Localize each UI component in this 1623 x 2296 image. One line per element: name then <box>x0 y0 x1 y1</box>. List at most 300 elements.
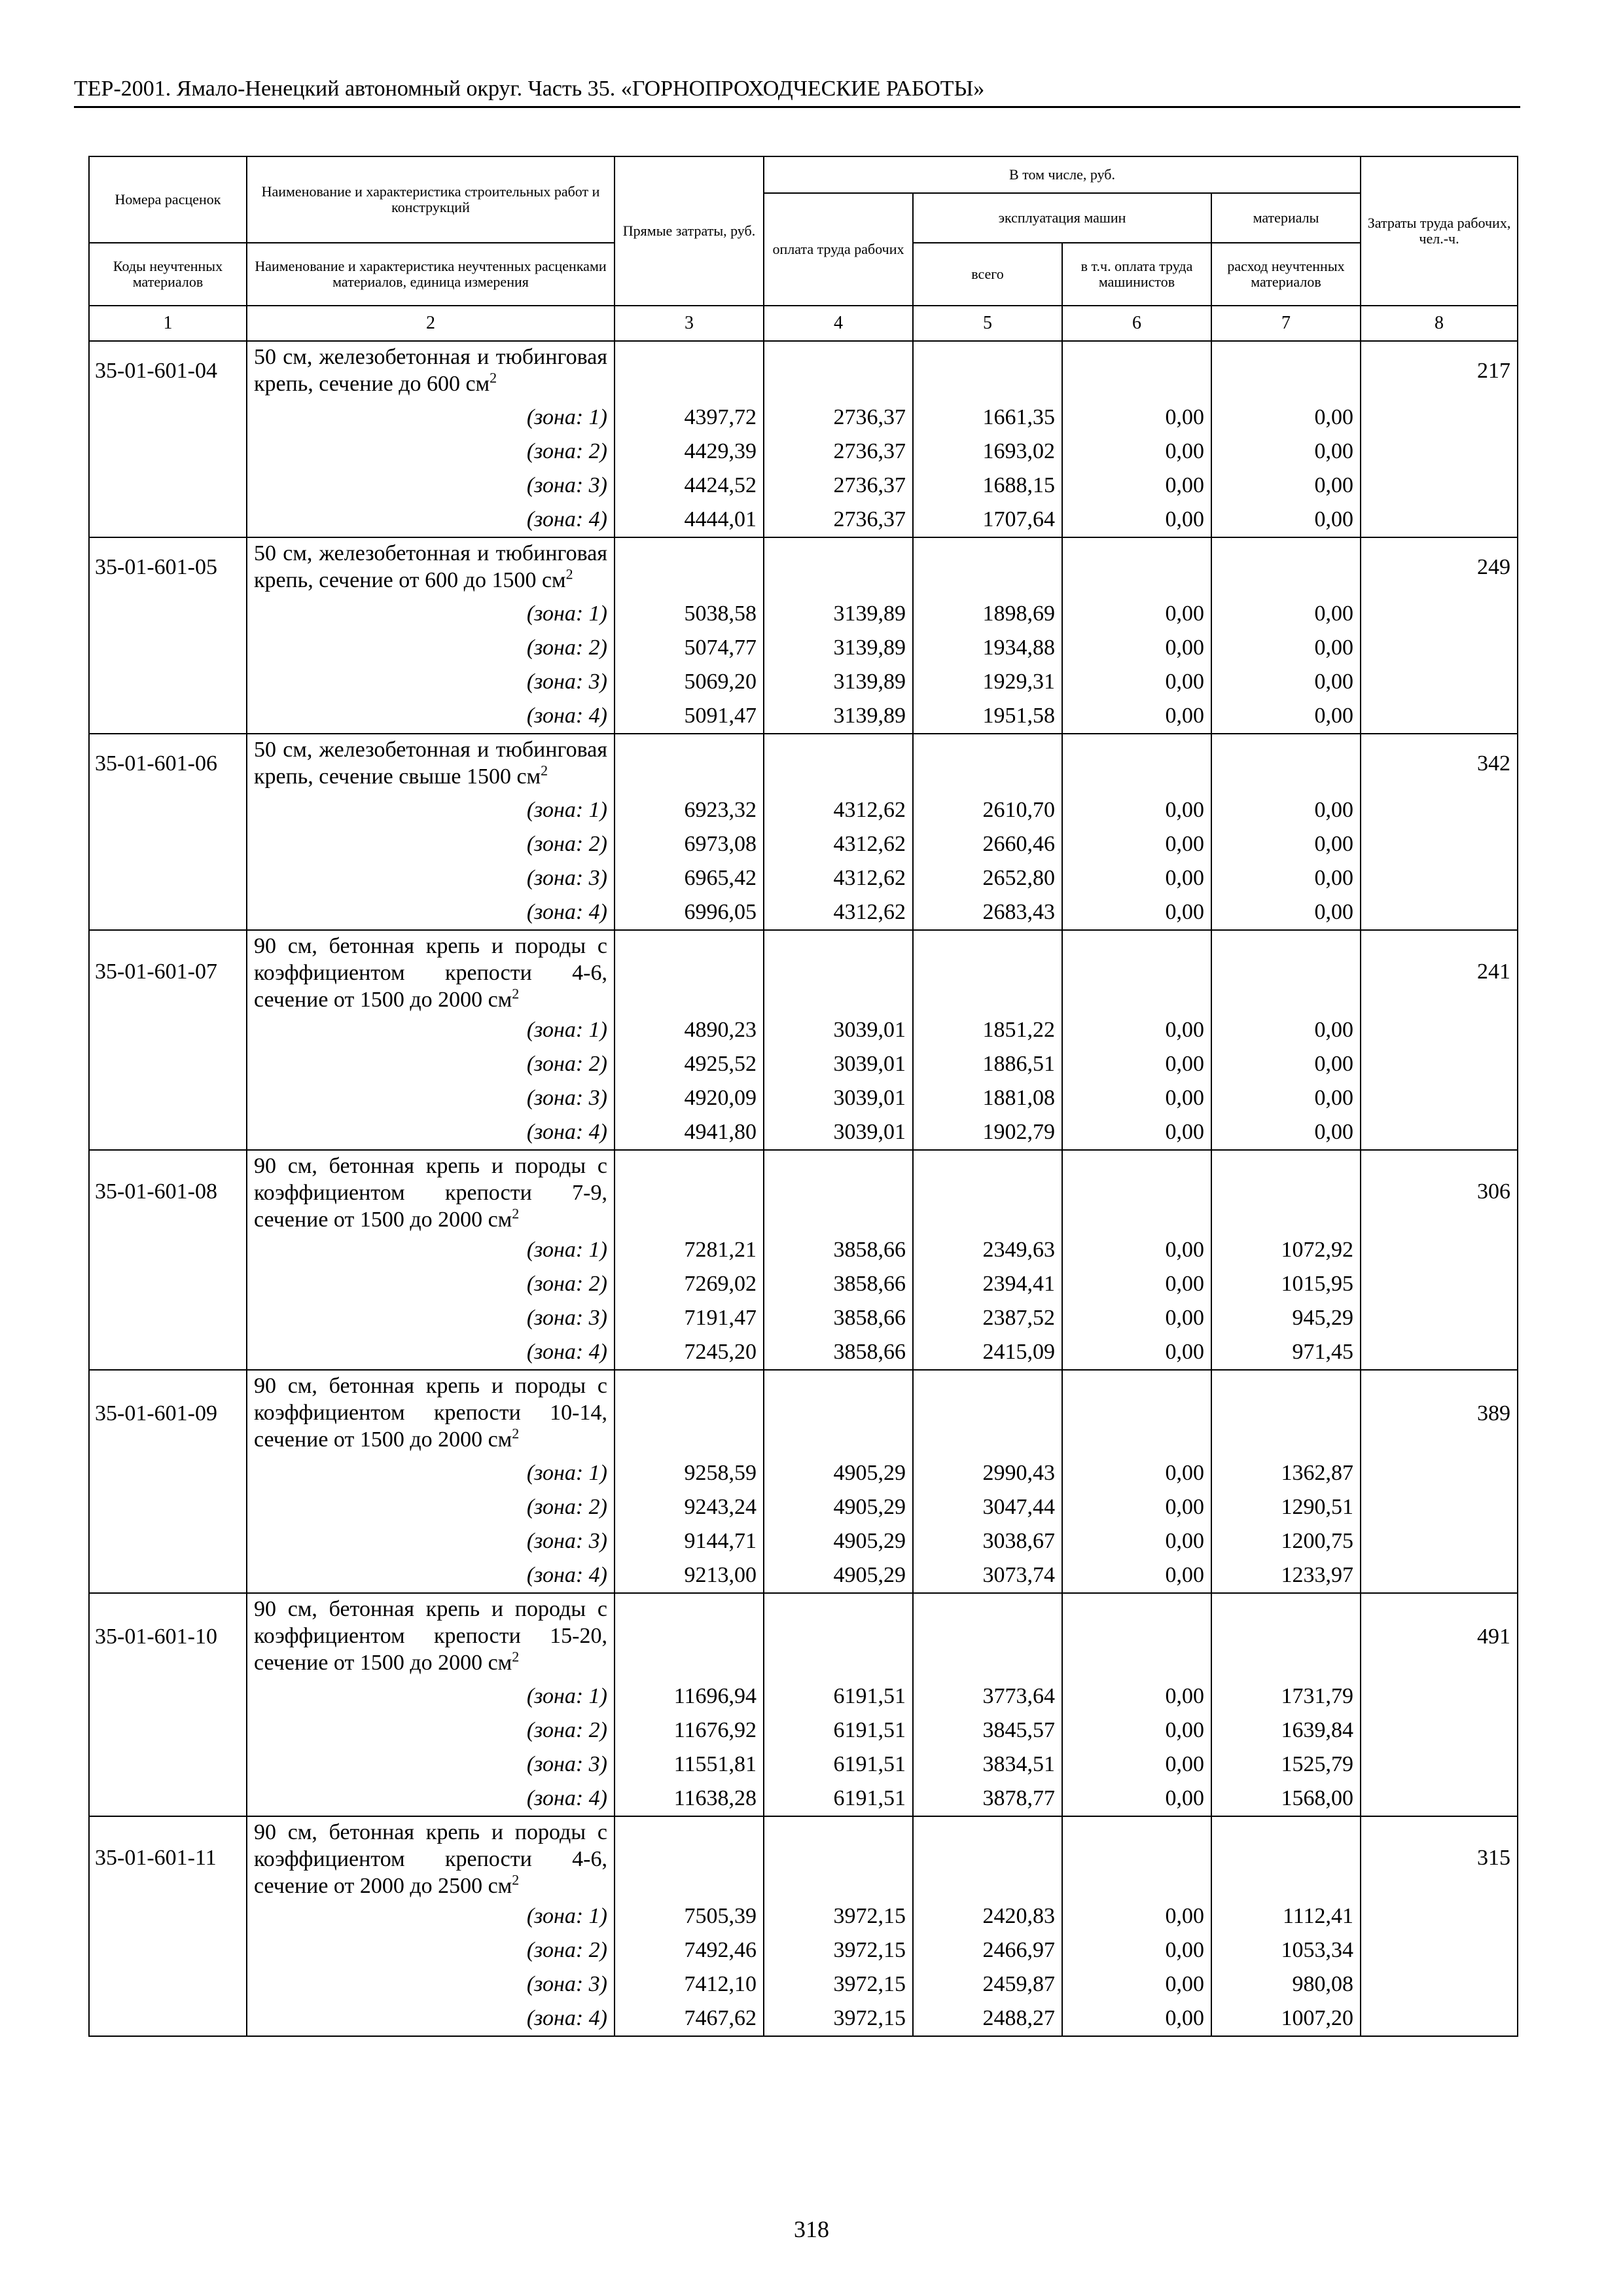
zone-row <box>89 895 1518 930</box>
machinist-wages: 0,00 <box>1062 1013 1211 1047</box>
empty-cell <box>615 341 764 401</box>
materials-cost: 1015,95 <box>1211 1267 1361 1301</box>
machinist-wages: 0,00 <box>1062 2001 1211 2036</box>
worker-wages: 3858,66 <box>764 1233 913 1267</box>
superscript-2: 2 <box>512 985 520 1002</box>
empty-cell <box>89 699 247 734</box>
page-number: 318 <box>794 2216 829 2242</box>
zone-row <box>89 1748 1518 1782</box>
work-description <box>247 537 615 597</box>
empty-cell <box>89 1782 247 1816</box>
machines-total: 1881,08 <box>913 1081 1062 1115</box>
zone-row <box>89 435 1518 469</box>
machines-total: 3845,57 <box>913 1713 1062 1748</box>
zone-label: (зона: 2) <box>247 1713 615 1748</box>
direct-costs: 9243,24 <box>615 1490 764 1524</box>
worker-wages: 4312,62 <box>764 895 913 930</box>
materials-header: материалы <box>1211 193 1361 243</box>
empty-cell <box>1211 1816 1361 1899</box>
machines-total: 3047,44 <box>913 1490 1062 1524</box>
zone-row <box>89 1899 1518 1933</box>
empty-cell <box>1361 1679 1518 1713</box>
col-machinists-header: в т.ч. оплата труда машинистов <box>1062 243 1211 306</box>
direct-costs: 7412,10 <box>615 1967 764 2001</box>
col-number: 8 <box>1361 306 1518 341</box>
machines-total: 3038,67 <box>913 1524 1062 1558</box>
direct-costs: 6973,08 <box>615 827 764 861</box>
materials-cost: 1007,20 <box>1211 2001 1361 2036</box>
empty-cell <box>89 435 247 469</box>
zone-row <box>89 793 1518 827</box>
machines-total: 2420,83 <box>913 1899 1062 1933</box>
zone-row <box>89 1490 1518 1524</box>
machinist-wages: 0,00 <box>1062 1047 1211 1081</box>
labor-cost: 241 <box>1361 930 1518 1013</box>
machinist-wages: 0,00 <box>1062 1713 1211 1748</box>
work-description-text: 50 см, железобетонная и тюбинговая крепь, сечение от 600 до 1500 см <box>254 541 607 592</box>
materials-cost: 1072,92 <box>1211 1233 1361 1267</box>
empty-cell <box>89 861 247 895</box>
direct-costs: 9258,59 <box>615 1456 764 1490</box>
empty-cell <box>1361 1782 1518 1816</box>
machines-total: 2683,43 <box>913 895 1062 930</box>
worker-wages: 3139,89 <box>764 665 913 699</box>
empty-cell <box>1062 1370 1211 1456</box>
machinist-wages: 0,00 <box>1062 1748 1211 1782</box>
empty-cell <box>1361 895 1518 930</box>
empty-cell <box>89 469 247 503</box>
machines-total: 1851,22 <box>913 1013 1062 1047</box>
superscript-2: 2 <box>512 1205 520 1222</box>
zone-row <box>89 861 1518 895</box>
work-description-text: 90 см, бетонная крепь и породы с коэффициентом крепости 10-14, сечение от 1500 до 2000 см <box>254 1374 607 1452</box>
machinist-wages: 0,00 <box>1062 597 1211 631</box>
empty-cell <box>89 827 247 861</box>
direct-costs: 4424,52 <box>615 469 764 503</box>
direct-costs: 4444,01 <box>615 503 764 537</box>
machines-total: 2415,09 <box>913 1335 1062 1370</box>
materials-cost: 1053,34 <box>1211 1933 1361 1967</box>
empty-cell <box>89 1558 247 1593</box>
direct-costs: 11696,94 <box>615 1679 764 1713</box>
empty-cell <box>1361 597 1518 631</box>
superscript-2: 2 <box>565 565 573 583</box>
col-material-names-header: Наименование и характеристика неучтенных расценками материалов, единица измерения <box>247 243 615 306</box>
materials-cost: 945,29 <box>1211 1301 1361 1335</box>
empty-cell <box>764 1370 913 1456</box>
worker-wages: 3039,01 <box>764 1081 913 1115</box>
empty-cell <box>1361 1899 1518 1933</box>
empty-cell <box>913 930 1062 1013</box>
machines-total: 1934,88 <box>913 631 1062 665</box>
direct-costs: 4941,80 <box>615 1115 764 1150</box>
worker-wages: 4905,29 <box>764 1490 913 1524</box>
empty-cell <box>1062 1593 1211 1679</box>
empty-cell <box>89 2001 247 2036</box>
materials-cost: 0,00 <box>1211 469 1361 503</box>
machines-total: 1902,79 <box>913 1115 1062 1150</box>
col-number: 7 <box>1211 306 1361 341</box>
col-name-header: Наименование и характеристика строительных работ и конструкций <box>247 156 615 243</box>
empty-cell <box>1062 537 1211 597</box>
work-description-text: 50 см, железобетонная и тюбинговая крепь, сечение до 600 см <box>254 345 607 396</box>
incl-header: В том числе, руб. <box>764 156 1361 193</box>
empty-cell <box>1361 1524 1518 1558</box>
empty-cell <box>913 1150 1062 1233</box>
machinist-wages: 0,00 <box>1062 1679 1211 1713</box>
worker-wages: 3972,15 <box>764 2001 913 2036</box>
zone-label: (зона: 2) <box>247 435 615 469</box>
superscript-2: 2 <box>512 1871 520 1888</box>
zone-row <box>89 1456 1518 1490</box>
machines-total: 2466,97 <box>913 1933 1062 1967</box>
direct-costs: 5069,20 <box>615 665 764 699</box>
col-machines-total-header: всего <box>913 243 1062 306</box>
machinist-wages: 0,00 <box>1062 631 1211 665</box>
empty-cell <box>1062 734 1211 793</box>
page-header: ТЕР-2001. Ямало-Ненецкий автономный округ. Часть 35. «ГОРНОПРОХОДЧЕСКИЕ РАБОТЫ» <box>74 77 985 101</box>
table-row <box>89 537 1518 597</box>
empty-cell <box>1062 341 1211 401</box>
machines-total: 2394,41 <box>913 1267 1062 1301</box>
zone-row <box>89 1267 1518 1301</box>
superscript-2: 2 <box>541 762 548 779</box>
labor-cost: 306 <box>1361 1150 1518 1233</box>
col-codes-header: Номера расценок <box>89 156 247 243</box>
zone-label: (зона: 1) <box>247 793 615 827</box>
worker-wages: 3139,89 <box>764 631 913 665</box>
empty-cell <box>89 1933 247 1967</box>
worker-wages: 4905,29 <box>764 1524 913 1558</box>
col-number: 4 <box>764 306 913 341</box>
direct-costs: 11676,92 <box>615 1713 764 1748</box>
empty-cell <box>913 1816 1062 1899</box>
col-labor-header: Затраты труда рабочих, чел.-ч. <box>1361 156 1518 306</box>
zone-row <box>89 1115 1518 1150</box>
table-header <box>89 156 1518 341</box>
empty-cell <box>764 537 913 597</box>
worker-wages: 4905,29 <box>764 1456 913 1490</box>
work-description-text: 50 см, железобетонная и тюбинговая крепь, сечение свыше 1500 см <box>254 738 607 789</box>
empty-cell <box>89 1013 247 1047</box>
col-number: 3 <box>615 306 764 341</box>
empty-cell <box>1211 1593 1361 1679</box>
empty-cell <box>1062 930 1211 1013</box>
machinist-wages: 0,00 <box>1062 1081 1211 1115</box>
empty-cell <box>615 1370 764 1456</box>
empty-cell <box>615 930 764 1013</box>
work-description-text: 90 см, бетонная крепь и породы с коэффициентом крепости 7-9, сечение от 1500 до 2000 см <box>254 1154 607 1232</box>
machines-total: 1707,64 <box>913 503 1062 537</box>
labor-cost: 217 <box>1361 341 1518 401</box>
zone-row <box>89 1047 1518 1081</box>
empty-cell <box>1361 1013 1518 1047</box>
zone-label: (зона: 4) <box>247 1115 615 1150</box>
materials-cost: 0,00 <box>1211 1081 1361 1115</box>
direct-costs: 9213,00 <box>615 1558 764 1593</box>
machinist-wages: 0,00 <box>1062 1267 1211 1301</box>
empty-cell <box>615 1593 764 1679</box>
materials-cost: 0,00 <box>1211 435 1361 469</box>
zone-label: (зона: 1) <box>247 401 615 435</box>
zone-row <box>89 1782 1518 1816</box>
empty-cell <box>1361 1335 1518 1370</box>
zone-label: (зона: 1) <box>247 1899 615 1933</box>
zone-label: (зона: 1) <box>247 1233 615 1267</box>
zone-row <box>89 1967 1518 2001</box>
machinist-wages: 0,00 <box>1062 1335 1211 1370</box>
work-description <box>247 1150 615 1233</box>
empty-cell <box>1361 699 1518 734</box>
empty-cell <box>913 1370 1062 1456</box>
table-body <box>89 341 1518 2036</box>
table-row <box>89 1816 1518 1899</box>
zone-row <box>89 1013 1518 1047</box>
zone-label: (зона: 4) <box>247 2001 615 2036</box>
zone-row <box>89 1524 1518 1558</box>
empty-cell <box>89 631 247 665</box>
machines-total: 2660,46 <box>913 827 1062 861</box>
materials-cost: 0,00 <box>1211 895 1361 930</box>
machinist-wages: 0,00 <box>1062 1456 1211 1490</box>
direct-costs: 5038,58 <box>615 597 764 631</box>
empty-cell <box>1361 1933 1518 1967</box>
empty-cell <box>1062 1150 1211 1233</box>
col-number: 1 <box>89 306 247 341</box>
zone-row <box>89 631 1518 665</box>
empty-cell <box>1211 341 1361 401</box>
work-description <box>247 1593 615 1679</box>
machinist-wages: 0,00 <box>1062 1233 1211 1267</box>
machinist-wages: 0,00 <box>1062 699 1211 734</box>
direct-costs: 5091,47 <box>615 699 764 734</box>
rate-code: 35-01-601-04 <box>89 341 247 401</box>
empty-cell <box>89 597 247 631</box>
materials-cost: 0,00 <box>1211 699 1361 734</box>
machinist-wages: 0,00 <box>1062 665 1211 699</box>
table-row <box>89 341 1518 401</box>
machinist-wages: 0,00 <box>1062 1967 1211 2001</box>
machines-header: эксплуатация машин <box>913 193 1211 243</box>
direct-costs: 4920,09 <box>615 1081 764 1115</box>
rate-code: 35-01-601-05 <box>89 537 247 597</box>
col-materials-header: расход неучтенных материалов <box>1211 243 1361 306</box>
machines-total: 3773,64 <box>913 1679 1062 1713</box>
direct-costs: 7505,39 <box>615 1899 764 1933</box>
machines-total: 1898,69 <box>913 597 1062 631</box>
machines-total: 2610,70 <box>913 793 1062 827</box>
empty-cell <box>764 930 913 1013</box>
machines-total: 2652,80 <box>913 861 1062 895</box>
machines-total: 2387,52 <box>913 1301 1062 1335</box>
empty-cell <box>89 401 247 435</box>
materials-cost: 0,00 <box>1211 1047 1361 1081</box>
table-row <box>89 1370 1518 1456</box>
empty-cell <box>764 341 913 401</box>
machines-total: 1886,51 <box>913 1047 1062 1081</box>
machines-total: 3834,51 <box>913 1748 1062 1782</box>
materials-cost: 1362,87 <box>1211 1456 1361 1490</box>
empty-cell <box>89 1748 247 1782</box>
worker-wages: 2736,37 <box>764 435 913 469</box>
col-material-codes-header: Коды неучтенных материалов <box>89 243 247 306</box>
empty-cell <box>89 1267 247 1301</box>
direct-costs: 6923,32 <box>615 793 764 827</box>
machinist-wages: 0,00 <box>1062 435 1211 469</box>
col-number: 5 <box>913 306 1062 341</box>
zone-label: (зона: 2) <box>247 1933 615 1967</box>
machines-total: 1693,02 <box>913 435 1062 469</box>
machinist-wages: 0,00 <box>1062 1524 1211 1558</box>
empty-cell <box>1361 1301 1518 1335</box>
materials-cost: 0,00 <box>1211 793 1361 827</box>
zone-row <box>89 1335 1518 1370</box>
empty-cell <box>89 1490 247 1524</box>
work-description-text: 90 см, бетонная крепь и породы с коэффициентом крепости 4-6, сечение от 1500 до 2000 см <box>254 934 607 1012</box>
machines-total: 2990,43 <box>913 1456 1062 1490</box>
zone-label: (зона: 1) <box>247 1013 615 1047</box>
materials-cost: 1233,97 <box>1211 1558 1361 1593</box>
empty-cell <box>1361 2001 1518 2036</box>
worker-wages: 3858,66 <box>764 1301 913 1335</box>
empty-cell <box>89 503 247 537</box>
zone-row <box>89 1713 1518 1748</box>
empty-cell <box>89 793 247 827</box>
machinist-wages: 0,00 <box>1062 1899 1211 1933</box>
machines-total: 2488,27 <box>913 2001 1062 2036</box>
empty-cell <box>89 1335 247 1370</box>
work-description <box>247 1816 615 1899</box>
labor-cost: 389 <box>1361 1370 1518 1456</box>
zone-row <box>89 1301 1518 1335</box>
empty-cell <box>89 1301 247 1335</box>
empty-cell <box>764 1816 913 1899</box>
col-number: 2 <box>247 306 615 341</box>
direct-costs: 7269,02 <box>615 1267 764 1301</box>
work-description <box>247 1370 615 1456</box>
worker-wages: 3972,15 <box>764 1933 913 1967</box>
empty-cell <box>89 1713 247 1748</box>
empty-cell <box>1211 930 1361 1013</box>
empty-cell <box>1361 469 1518 503</box>
col-number: 6 <box>1062 306 1211 341</box>
empty-cell <box>89 1967 247 2001</box>
worker-wages: 3972,15 <box>764 1899 913 1933</box>
empty-cell <box>1361 401 1518 435</box>
empty-cell <box>1361 435 1518 469</box>
zone-row <box>89 665 1518 699</box>
empty-cell <box>89 1524 247 1558</box>
zone-label: (зона: 1) <box>247 597 615 631</box>
machinist-wages: 0,00 <box>1062 1301 1211 1335</box>
materials-cost: 1525,79 <box>1211 1748 1361 1782</box>
worker-wages: 6191,51 <box>764 1679 913 1713</box>
empty-cell <box>89 1233 247 1267</box>
rate-code: 35-01-601-06 <box>89 734 247 793</box>
empty-cell <box>764 734 913 793</box>
materials-cost: 1112,41 <box>1211 1899 1361 1933</box>
materials-cost: 971,45 <box>1211 1335 1361 1370</box>
worker-wages: 3139,89 <box>764 597 913 631</box>
direct-costs: 11551,81 <box>615 1748 764 1782</box>
empty-cell <box>89 895 247 930</box>
direct-costs: 9144,71 <box>615 1524 764 1558</box>
empty-cell <box>89 1081 247 1115</box>
zone-label: (зона: 2) <box>247 1490 615 1524</box>
empty-cell <box>89 665 247 699</box>
labor-cost: 491 <box>1361 1593 1518 1679</box>
machinist-wages: 0,00 <box>1062 401 1211 435</box>
rate-code: 35-01-601-08 <box>89 1150 247 1233</box>
worker-wages: 2736,37 <box>764 469 913 503</box>
zone-label: (зона: 4) <box>247 503 615 537</box>
worker-wages: 6191,51 <box>764 1748 913 1782</box>
empty-cell <box>89 1047 247 1081</box>
materials-cost: 1731,79 <box>1211 1679 1361 1713</box>
machines-total: 2459,87 <box>913 1967 1062 2001</box>
zone-label: (зона: 3) <box>247 1301 615 1335</box>
direct-costs: 4925,52 <box>615 1047 764 1081</box>
worker-wages: 6191,51 <box>764 1713 913 1748</box>
zone-row <box>89 401 1518 435</box>
machinist-wages: 0,00 <box>1062 1490 1211 1524</box>
table-row <box>89 1150 1518 1233</box>
empty-cell <box>89 1679 247 1713</box>
labor-cost: 342 <box>1361 734 1518 793</box>
machines-total: 1929,31 <box>913 665 1062 699</box>
worker-wages: 4312,62 <box>764 827 913 861</box>
zone-label: (зона: 2) <box>247 827 615 861</box>
empty-cell <box>1361 631 1518 665</box>
materials-cost: 1639,84 <box>1211 1713 1361 1748</box>
rate-code: 35-01-601-10 <box>89 1593 247 1679</box>
zone-label: (зона: 4) <box>247 1558 615 1593</box>
direct-costs: 11638,28 <box>615 1782 764 1816</box>
table-row <box>89 930 1518 1013</box>
empty-cell <box>913 537 1062 597</box>
empty-cell <box>615 1816 764 1899</box>
empty-cell <box>1361 861 1518 895</box>
worker-wages: 3039,01 <box>764 1047 913 1081</box>
empty-cell <box>1062 1816 1211 1899</box>
worker-wages: 3972,15 <box>764 1967 913 2001</box>
machinist-wages: 0,00 <box>1062 861 1211 895</box>
machines-total: 3878,77 <box>913 1782 1062 1816</box>
work-description <box>247 930 615 1013</box>
direct-costs: 6965,42 <box>615 861 764 895</box>
machines-total: 1951,58 <box>913 699 1062 734</box>
worker-wages: 3039,01 <box>764 1115 913 1150</box>
empty-cell <box>1361 1233 1518 1267</box>
zone-label: (зона: 1) <box>247 1679 615 1713</box>
direct-costs: 7191,47 <box>615 1301 764 1335</box>
direct-costs: 7281,21 <box>615 1233 764 1267</box>
machinist-wages: 0,00 <box>1062 895 1211 930</box>
worker-wages: 3139,89 <box>764 699 913 734</box>
worker-wages: 3039,01 <box>764 1013 913 1047</box>
machinist-wages: 0,00 <box>1062 827 1211 861</box>
empty-cell <box>1211 1370 1361 1456</box>
work-description-text: 90 см, бетонная крепь и породы с коэффициентом крепости 15-20, сечение от 1500 до 2000 см <box>254 1597 607 1675</box>
materials-cost: 980,08 <box>1211 1967 1361 2001</box>
empty-cell <box>913 341 1062 401</box>
materials-cost: 0,00 <box>1211 1013 1361 1047</box>
worker-wages: 3858,66 <box>764 1267 913 1301</box>
machines-total: 2349,63 <box>913 1233 1062 1267</box>
machinist-wages: 0,00 <box>1062 1933 1211 1967</box>
zone-row <box>89 503 1518 537</box>
empty-cell <box>913 1593 1062 1679</box>
